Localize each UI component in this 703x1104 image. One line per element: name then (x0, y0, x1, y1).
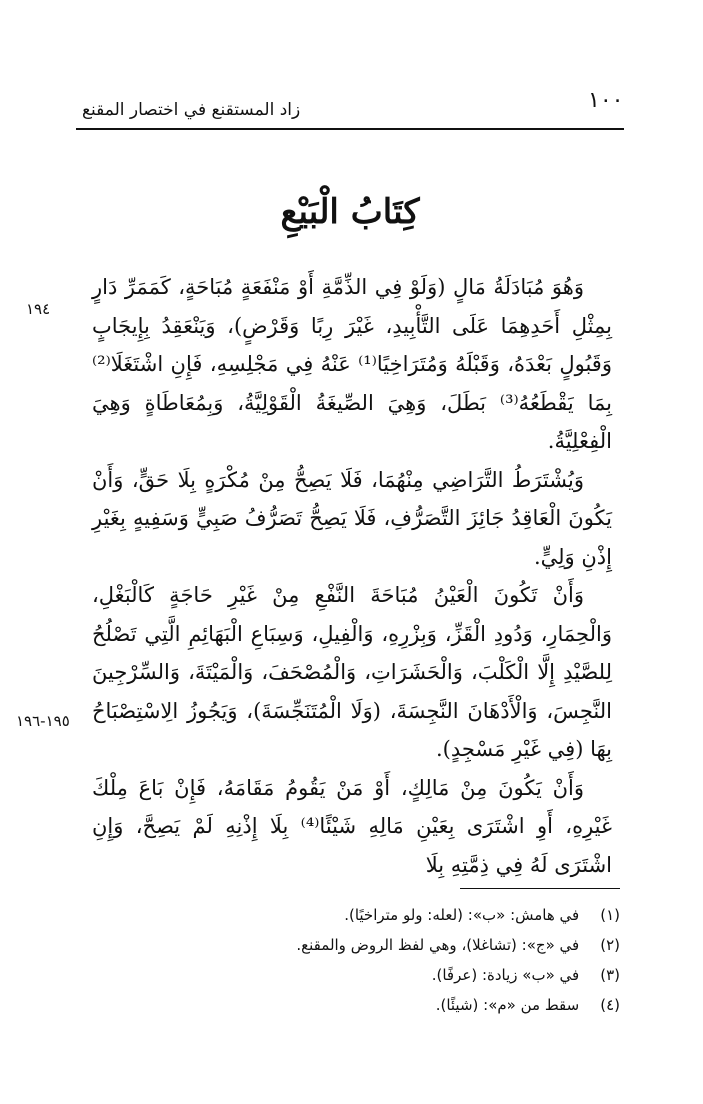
footnote-text: في «ب» زيادة: (عرفًا). (431, 966, 580, 984)
page-number: ١٠٠ (588, 88, 624, 113)
footnote (150, 990, 620, 1020)
body-text (92, 268, 612, 884)
footnote (150, 930, 620, 960)
footnote-rule (460, 888, 620, 889)
footnote-text: في هامش: «ب»: (لعله: ولو متراخيًا). (344, 906, 580, 924)
running-title: زاد المستقنع في اختصار المقنع (82, 100, 301, 120)
paragraph: وَأَنْ يَكُونَ مِنْ مَالِكٍ، أَوْ مَنْ يَقُومُ مَقَامَهُ، فَإِنْ بَاعَ مِلْكَ غَيْرِهِ، أَوِ اشْتَرَى بِعَيْنِ مَالِهِ شَيْئًا⁽⁴⁾ بِلَا إِذْنِهِ لَمْ يَصِحَّ، وَإِنِ اشْتَرَى لَهُ فِي ذِمَّتِهِ بِلَا (92, 775, 612, 877)
footnote-text: سقط من «م»: (شيئًا). (435, 996, 580, 1014)
footnote-number: (١) (600, 906, 620, 924)
paragraph: وَيُشْتَرَطُ التَّرَاضِي مِنْهُمَا، فَلَا يَصِحُّ مِنْ مُكْرَهٍ بِلَا حَقٍّ، وَأَنْ يَكُونَ الْعَاقِدُ جَائِزَ التَّصَرُّفِ، فَلَا يَصِحُّ تَصَرُّفُ صَبِيٍّ وَسَفِيهٍ بِغَيْرِ إِذْنِ وَلِيٍّ. (92, 467, 612, 569)
footnote-text: في «ج»: (تشاغلا)، وهي لفظ الروض والمقنع. (296, 936, 580, 954)
paragraph: وَأَنْ تَكُونَ الْعَيْنُ مُبَاحَةَ النَّفْعِ مِنْ غَيْرِ حَاجَةٍ كَالْبَغْلِ، وَالْحِمَارِ، وَدُودِ الْقَزِّ، وَبِزْرِهِ، وَالْفِيلِ، وَسِبَاعِ الْبَهَائِمِ الَّتِي تَصْلُحُ لِلصَّيْدِ إِلَّا الْكَلْبَ، وَالْحَشَرَاتِ، وَالْمُصْحَفَ، وَالْمَيْتَةَ، وَالسِّرْجِينَ النَّجِسَ، وَالْأَدْهَانَ النَّجِسَةَ، (وَلَا الْمُتَنَجِّسَةَ)، وَيَجُوزُ الِاسْتِصْبَاحُ بِهَا (فِي غَيْرِ مَسْجِدٍ). (92, 583, 612, 761)
margin-reference: ١٩٤ (26, 300, 51, 318)
footnote-number: (٢) (600, 936, 620, 954)
footnotes (150, 900, 620, 1020)
footnote-number: (٤) (600, 996, 620, 1014)
paragraph: وَهُوَ مُبَادَلَةُ مَالٍ (وَلَوْ فِي الذِّمَّةِ أَوْ مَنْفَعَةٍ مُبَاحَةٍ، كَمَمَرِّ دَارٍ بِمِثْلِ أَحَدِهِمَا عَلَى التَّأْبِيدِ، غَيْرَ رِبًا وَقَرْضٍ)، وَيَنْعَقِدُ بِإِيجَابٍ وَقَبُولٍ بَعْدَهُ، وَقَبْلَهُ وَمُتَرَاخِيًا⁽¹⁾ عَنْهُ فِي مَجْلِسِهِ، فَإِنِ اشْتَغَلَا⁽²⁾ بِمَا يَقْطَعُهُ⁽³⁾ بَطَلَ، وَهِيَ الصِّيغَةُ الْقَوْلِيَّةُ، وَبِمُعَاطَاةٍ وَهِيَ الْفِعْلِيَّةُ. (92, 275, 612, 453)
margin-reference: ١٩٥-١٩٦ (16, 712, 70, 730)
footnote (150, 960, 620, 990)
header-rule (76, 128, 624, 130)
chapter-title: كِتَابُ الْبَيْعِ (280, 192, 420, 232)
footnote (150, 900, 620, 930)
footnote-number: (٣) (600, 966, 620, 984)
